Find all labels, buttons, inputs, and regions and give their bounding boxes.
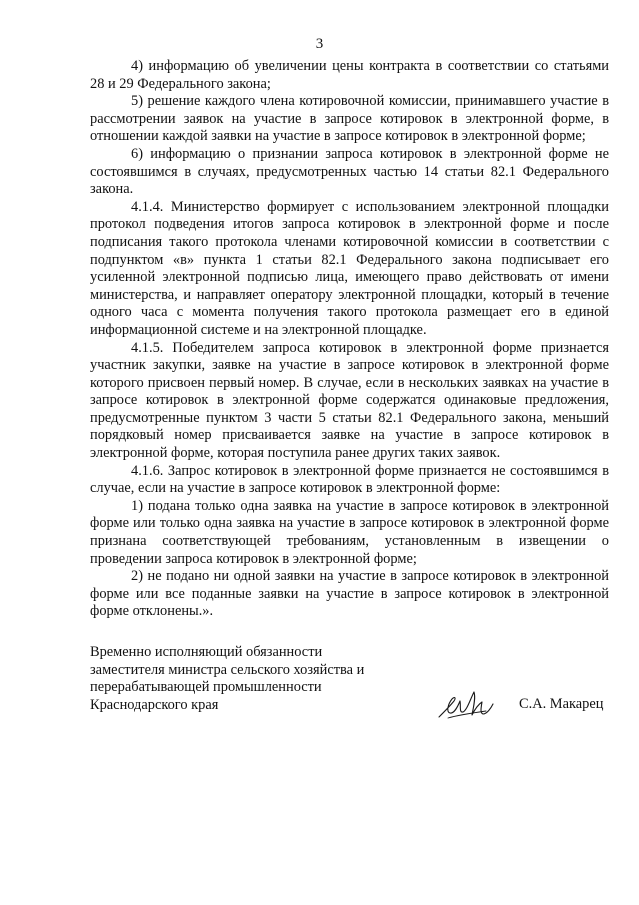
paragraph-4-1-4: 4.1.4. Министерство формирует с использованием электронной площадки протокол подведения итогов запроса котировок в электронной форме и после подписания такого протокола членами котировочной комиссии в соответствии с подпунктом «в» пункта 1 статьи 82.1 Федерального закона подписывает его усиленной электронной подписью лица, имеющего право действовать от имени министерства, и направляет оператору электронной площадки, который в течение одного часа с момента получения такого протокола размещает его в единой информационной системе и на электронной площадке. bbox=[90, 198, 609, 338]
signatory-position bbox=[90, 644, 364, 714]
paragraph-item-5: 5) решение каждого члена котировочной комиссии, принимавшего участие в рассмотрении заявок на участие в запросе котировок в электронной форме, в отношении каждой заявки на участие в запросе котировок в электронной форме; bbox=[90, 93, 609, 145]
paragraph-4-1-6-item-1: 1) подана только одна заявка на участие в запросе котировок в электронной форме или только одна заявка на участие в запросе котировок в электронной форме признана соответствующей требованиям, установленным в извещении о проведении запроса котировок в электронной форме; bbox=[90, 497, 609, 567]
signatory-position-line: заместителя министра сельского хозяйства и bbox=[90, 661, 365, 678]
paragraph-item-4: 4) информацию об увеличении цены контракта в соответствии со статьями 28 и 29 Федерального закона; bbox=[90, 58, 609, 92]
signatory-position-line: Краснодарского края bbox=[90, 696, 219, 713]
signer-name: С.А. Макарец bbox=[519, 696, 604, 712]
page-number: 3 bbox=[315, 36, 324, 52]
paragraph-4-1-5: 4.1.5. Победителем запроса котировок в электронной форме признается участник закупки, заявке на участие в запросе котировок в электронной форме которого присвоен первый номер. В случае, если в нескольких заявках на участие в запросе котировок в электронной форме содержатся одинаковые предложения, предусмотренные пунктом 3 части 5 статьи 82.1 Федерального закона, меньший порядковый номер присваивается заявке на участие в запросе котировок в электронной форме, которая поступила ранее других таких заявок. bbox=[90, 339, 609, 462]
signatory-position-line: перерабатывающей промышленности bbox=[90, 679, 322, 696]
handwritten-signature bbox=[436, 684, 496, 724]
paragraph-4-1-6: 4.1.6. Запрос котировок в электронной форме признается не состоявшимся в случае, если на участие в запросе котировок в электронной форме: bbox=[90, 462, 609, 497]
document-body bbox=[90, 58, 609, 621]
signatory-position-line: Временно исполняющий обязанности bbox=[90, 644, 323, 660]
paragraph-item-6: 6) информацию о признании запроса котировок в электронной форме не состоявшимся в случаях, предусмотренных частью 14 статьи 82.1 Федерального закона. bbox=[90, 145, 609, 198]
paragraph-4-1-6-item-2: 2) не подано ни одной заявки на участие в запросе котировок в электронной форме или все поданные заявки на участие в запросе котировок в электронной форме отклонены.». bbox=[90, 568, 609, 620]
